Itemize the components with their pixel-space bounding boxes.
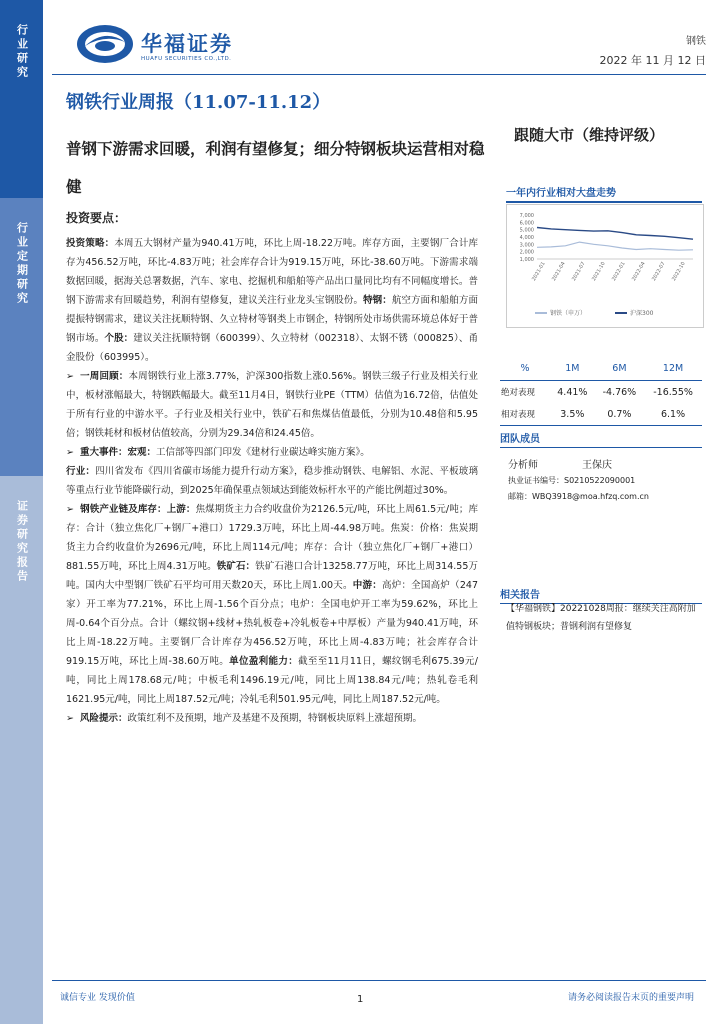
x-tick-label: 2022-04: [631, 261, 647, 283]
logo-english-name: HUAFU SECURITIES CO.,LTD.: [141, 56, 232, 62]
x-tick-label: 2022-10: [671, 261, 687, 283]
series-line-0: [537, 242, 693, 250]
legend-label-1: 沪深300: [630, 310, 654, 317]
company-logo: [75, 22, 265, 72]
performance-header-row: [500, 356, 702, 381]
y-tick-label: 3,000: [519, 242, 534, 249]
headline: 普钢下游需求回暖，利润有望修复；细分特钢板块运营相对稳健: [66, 139, 485, 196]
x-tick-label: 2022-07: [651, 261, 667, 283]
y-tick-label: 7,000: [519, 213, 534, 219]
legend-label-0: 钢铁（申万）: [550, 310, 587, 317]
y-tick-label: 5,000: [519, 227, 534, 234]
major-events-paragraph: ➢ 重大事件：宏观：工信部等四部门印发《建材行业碳达峰实施方案》。 行业：四川省发布《四川省碳市场能力提升行动方案》，稳步推动钢铁、电解铝、水泥、平板玻璃等重点行业节能降碳行动，到2025年确保重点领域达到能效标杆水平的产能比例超过30%。: [66, 447, 478, 496]
report-date: 2022 年 11 月 12 日: [599, 54, 706, 67]
chart-title: 一年内行业相对大盘走势: [506, 184, 702, 203]
performance-value: -4.76%: [602, 386, 637, 398]
trend-chart: [506, 204, 704, 328]
performance-value: 0.7%: [595, 403, 644, 426]
performance-row: [500, 403, 702, 426]
performance-header-2: 6M: [595, 356, 644, 381]
performance-row-label: 相对表现: [500, 403, 550, 426]
x-tick-label: 2021-01: [531, 261, 547, 283]
trend-chart-svg: [507, 205, 703, 327]
analyst: 分析师 王保庆: [508, 460, 612, 471]
footer-divider: [52, 980, 706, 981]
footer-disclaimer: 请务必阅读报告末页的重要声明: [567, 993, 694, 1003]
certificate-number: 执业证书编号：S0210522090001: [508, 476, 636, 485]
strategy-paragraph: 投资策略：本周五大钢材产量为940.41万吨，环比上周-18.22万吨。库存方面，主要钢厂合计库存为456.52万吨，环比-4.83万吨；社会库存合计为919.15万吨，环比-38.60万吨。下游需求端数据回暖，据海关总署数据，汽车、家电、挖掘机和船舶等产品出口量同比均有不同幅度增长。普钢下游需求有回暖趋势，利润有望修复，建议关注行业龙头宝钢股份。特钢：航空方面和船舶方面提振特钢需求，建议关注抚顺特钢、久立特材等钢类上市钢企，特钢所处市场供需环境总体好于普钢市场。个股：建议关注抚顺特钢（600399）、久立特材（002318）、太钢不锈（000825）、甬金股份（603995）。: [66, 238, 478, 363]
x-tick-label: 2021-04: [551, 261, 567, 283]
report-title: 钢铁行业周报（11.07-11.12）: [66, 92, 331, 113]
analyst-name: 王保庆: [582, 460, 612, 471]
y-tick-label: 1,000: [519, 257, 534, 263]
highlights-heading: 投资要点：: [66, 211, 127, 225]
series-line-1: [537, 228, 693, 240]
y-tick-label: 2,000: [519, 249, 534, 256]
performance-table: [500, 356, 702, 426]
industry-chain-paragraph: ➢ 钢铁产业链及库存：上游：焦煤期货主力合约收盘价为2126.5元/吨，环比上周61.5元/吨；库存：合计（独立焦化厂+钢厂+港口）1729.3万吨，环比上周-44.98万吨。焦炭：价格：焦炭期货主力合约收盘价为2696元/吨，环比上周114元/吨；库存：合计（独立焦化厂+钢厂+港口）881.55万吨，环比上周4.31万吨。铁矿石：铁矿石港口合计13258.77万吨，环比上周314.55万吨。国内大中型钢厂铁矿石平均可用天数20天，环比上周1.00天。中游：高炉：全国高炉（247家）开工率为77.21%，环比上周-1.56个百分点；电炉：全国电炉开工率为59.62%，环比上周-0.64个百分点。合计（螺纹钢+线材+热轧板卷+冷轧板卷+中厚板）产量为940.41万吨，环比上周-18.22万吨。主要钢厂合计库存为456.52万吨，环比上周-4.83万吨；社会库存合计919.15万吨，环比上周-38.60万吨。单位盈利能力：截至至11月11日，螺纹钢毛利675.39元/吨，同比上周178.68元/吨；中板毛利1496.19元/吨，同比上周138.84元/吨；热轧卷毛利1621.95元/吨，同比上周187.52元/吨；冷轧毛利501.95元/吨，同比上周187.52元/吨。: [66, 504, 478, 705]
performance-value: 3.5%: [550, 403, 595, 426]
huafu-logo-icon: [75, 22, 135, 66]
header-divider: [52, 74, 706, 75]
performance-row: [500, 381, 702, 404]
sidebar-segment-industry: 行业研究: [0, 0, 43, 198]
logo-chinese-name: 华福证券: [141, 32, 233, 56]
page-number: 1: [357, 994, 364, 1005]
y-tick-label: 4,000: [519, 235, 534, 241]
performance-row-label: 绝对表现: [501, 388, 536, 398]
performance-value: 6.1%: [644, 403, 702, 426]
x-tick-label: 2022-01: [611, 261, 627, 283]
team-heading: 团队成员: [500, 430, 702, 448]
sector-label: 钢铁: [686, 36, 706, 47]
sidebar-segment-periodic: 行业定期研究: [0, 198, 43, 476]
footer-slogan: 诚信专业 发现价值: [60, 993, 135, 1003]
y-tick-label: 6,000: [519, 220, 534, 227]
rating: 跟随大市（维持评级）: [514, 126, 665, 144]
x-tick-label: 2021-10: [591, 261, 607, 283]
related-report-link[interactable]: 【华福钢铁】20221028周报：继续关注高附加值特钢板块；普钢利润有望修复: [506, 604, 696, 632]
performance-header-0: %: [500, 356, 550, 381]
related-reports-heading: 相关报告: [500, 586, 702, 604]
analyst-email: 邮箱：WBQ3918@moa.hfzq.com.cn: [508, 492, 649, 501]
performance-header-1: 1M: [550, 356, 595, 381]
sidebar-segment-securities: 证券研究报告: [0, 476, 43, 1024]
risk-paragraph: ➢ 风险提示：政策红利不及预期，地产及基建不及预期，特钢板块原料上涨超预期。: [66, 713, 422, 724]
performance-header-3: 12M: [644, 356, 702, 381]
sidebar: [0, 0, 43, 1024]
investment-highlights: [66, 208, 478, 728]
performance-value: 4.41%: [557, 386, 588, 398]
x-tick-label: 2021-07: [571, 261, 587, 283]
performance-value: -16.55%: [653, 386, 693, 398]
weekly-review-paragraph: ➢ 一周回顾：本周钢铁行业上涨3.77%，沪深300指数上涨0.56%。钢铁三级子行业及相关行业中，板材涨幅最大，特钢跌幅最大。截至11月4日，钢铁行业PE（TTM）估值为16.72倍，估值处于所有行业的中游水平。子行业及相关行业中，铁矿石和焦煤估值最低，分别为10.48倍和5.95倍；钢铁耗材和板材估值较高，分别为29.34倍和24.45倍。: [66, 371, 478, 439]
